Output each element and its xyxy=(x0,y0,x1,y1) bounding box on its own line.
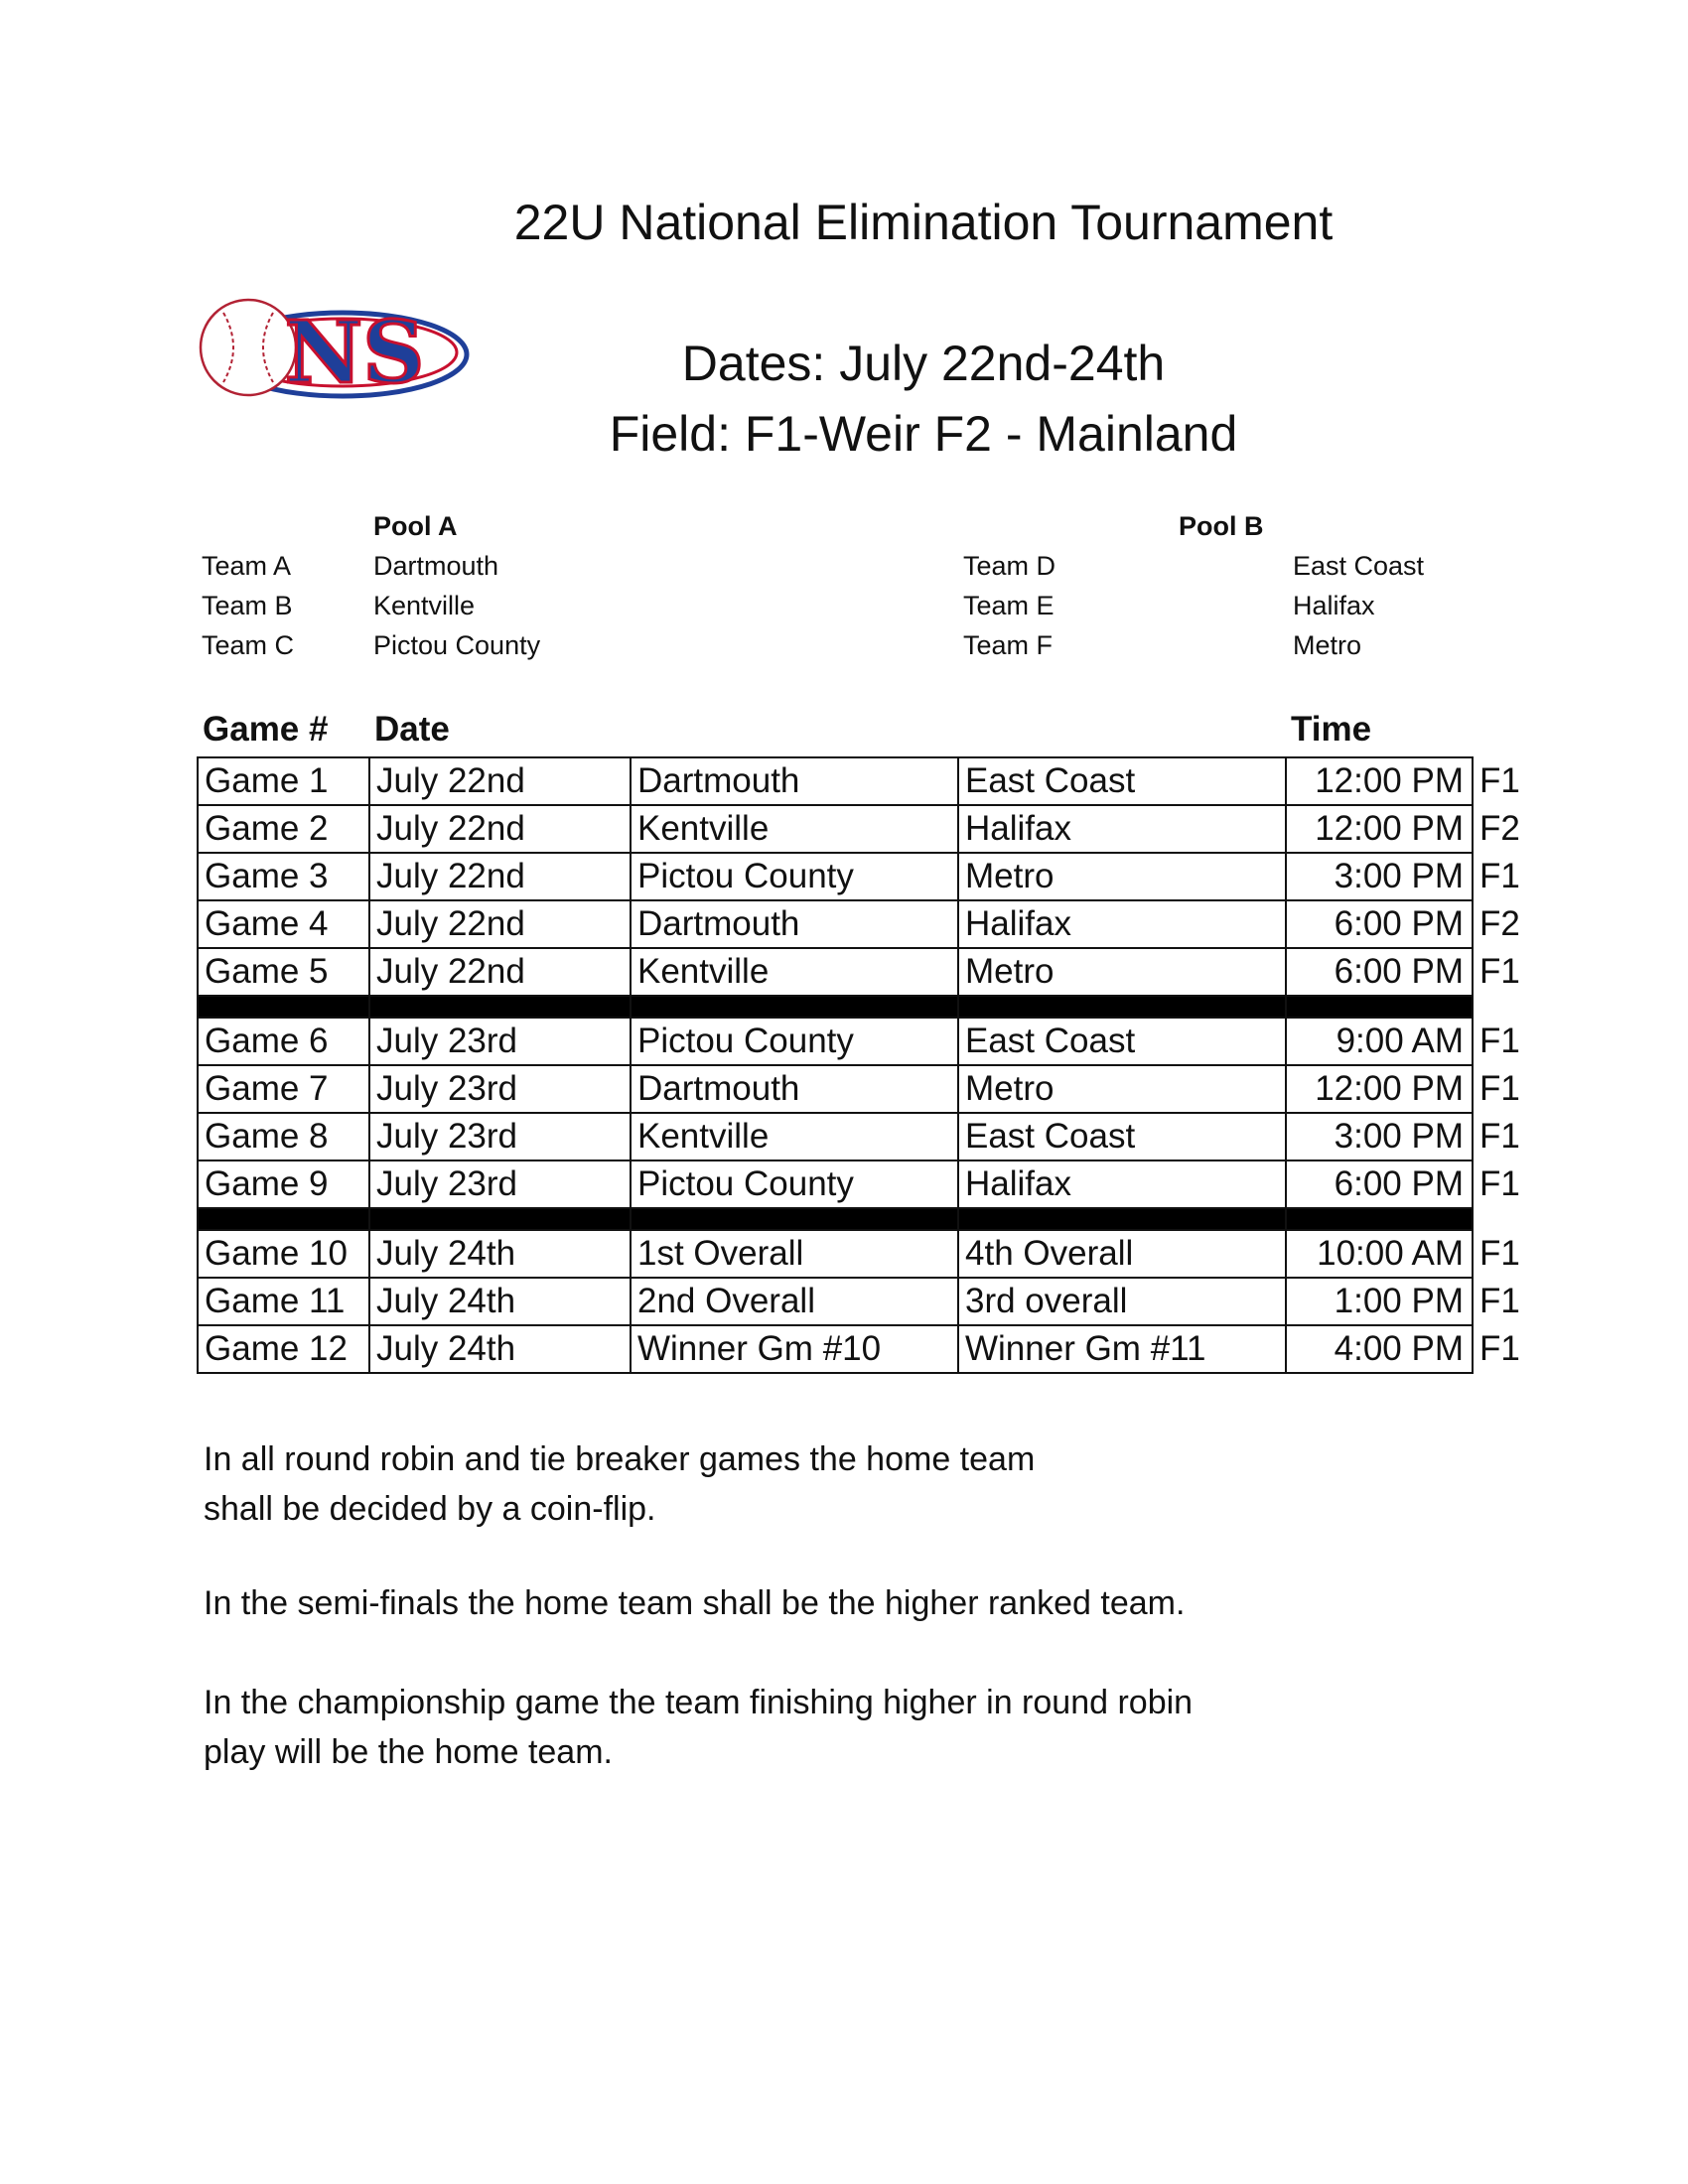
day-separator xyxy=(198,1208,1532,1230)
date-cell: July 23rd xyxy=(369,1018,631,1065)
game-cell: Game 2 xyxy=(198,805,369,853)
date-cell: July 22nd xyxy=(369,948,631,996)
game-cell: Game 4 xyxy=(198,900,369,948)
home-cell: Dartmouth xyxy=(631,757,958,805)
day-separator xyxy=(198,996,1532,1018)
away-cell: Metro xyxy=(958,1065,1286,1113)
table-row xyxy=(198,1230,1532,1278)
field-cell: F1 xyxy=(1473,1160,1532,1208)
table-row xyxy=(198,1325,1532,1373)
table-row xyxy=(198,1018,1532,1065)
time-cell: 6:00 PM xyxy=(1286,900,1473,948)
time-cell: 3:00 PM xyxy=(1286,1113,1473,1160)
away-cell: 4th Overall xyxy=(958,1230,1286,1278)
field-cell: F1 xyxy=(1473,853,1532,900)
home-cell: Winner Gm #10 xyxy=(631,1325,958,1373)
pool-b-name: Halifax xyxy=(1293,591,1375,620)
away-cell: East Coast xyxy=(958,757,1286,805)
pool-b-name: Metro xyxy=(1293,630,1362,660)
field-cell: F1 xyxy=(1473,948,1532,996)
time-cell: 12:00 PM xyxy=(1286,1065,1473,1113)
home-cell: Pictou County xyxy=(631,1018,958,1065)
game-cell: Game 3 xyxy=(198,853,369,900)
field-cell: F1 xyxy=(1473,1278,1532,1325)
game-cell: Game 12 xyxy=(198,1325,369,1373)
date-cell: July 24th xyxy=(369,1278,631,1325)
game-cell: Game 9 xyxy=(198,1160,369,1208)
home-cell: Dartmouth xyxy=(631,1065,958,1113)
note-line: In all round robin and tie breaker games the home team xyxy=(204,1440,1036,1478)
game-cell: Game 11 xyxy=(198,1278,369,1325)
date-cell: July 22nd xyxy=(369,853,631,900)
game-cell: Game 5 xyxy=(198,948,369,996)
field-cell: F1 xyxy=(1473,1113,1532,1160)
game-cell: Game 1 xyxy=(198,757,369,805)
away-cell: 3rd overall xyxy=(958,1278,1286,1325)
header-date: Date xyxy=(374,710,450,749)
field-cell: F1 xyxy=(1473,1018,1532,1065)
table-row xyxy=(198,1065,1532,1113)
header-game: Game # xyxy=(203,710,329,749)
field-cell: F1 xyxy=(1473,1325,1532,1373)
away-cell: Halifax xyxy=(958,1160,1286,1208)
away-cell: East Coast xyxy=(958,1113,1286,1160)
date-cell: July 23rd xyxy=(369,1065,631,1113)
table-row xyxy=(198,853,1532,900)
pool-b-team: Team D xyxy=(963,551,1056,581)
table-row xyxy=(198,1160,1532,1208)
time-cell: 4:00 PM xyxy=(1286,1325,1473,1373)
field-cell: F1 xyxy=(1473,1230,1532,1278)
date-cell: July 23rd xyxy=(369,1160,631,1208)
header-time: Time xyxy=(1291,710,1372,749)
date-cell: July 22nd xyxy=(369,805,631,853)
pool-a-team: Team A xyxy=(202,551,292,581)
time-cell: 12:00 PM xyxy=(1286,757,1473,805)
time-cell: 9:00 AM xyxy=(1286,1018,1473,1065)
time-cell: 12:00 PM xyxy=(1286,805,1473,853)
table-row xyxy=(198,805,1532,853)
pool-b-team: Team F xyxy=(963,630,1054,660)
table-row xyxy=(198,1113,1532,1160)
tournament-fields: Field: F1-Weir F2 - Mainland xyxy=(609,406,1238,462)
logo-text: NS xyxy=(284,303,425,403)
table-row xyxy=(198,948,1532,996)
date-cell: July 24th xyxy=(369,1325,631,1373)
note-championship xyxy=(204,1678,1395,1777)
away-cell: East Coast xyxy=(958,1018,1286,1065)
away-cell: Halifax xyxy=(958,900,1286,948)
note-line: play will be the home team. xyxy=(204,1733,613,1771)
away-cell: Metro xyxy=(958,853,1286,900)
time-cell: 6:00 PM xyxy=(1286,948,1473,996)
game-cell: Game 10 xyxy=(198,1230,369,1278)
home-cell: Pictou County xyxy=(631,853,958,900)
home-cell: Kentville xyxy=(631,805,958,853)
note-line: In the championship game the team finishing higher in round robin xyxy=(204,1684,1194,1721)
date-cell: July 22nd xyxy=(369,757,631,805)
home-cell: Kentville xyxy=(631,948,958,996)
pool-a-name: Pictou County xyxy=(373,630,541,660)
pool-b-label: Pool B xyxy=(1179,511,1264,541)
date-cell: July 24th xyxy=(369,1230,631,1278)
game-cell: Game 7 xyxy=(198,1065,369,1113)
date-cell: July 22nd xyxy=(369,900,631,948)
field-cell: F1 xyxy=(1473,757,1532,805)
time-cell: 3:00 PM xyxy=(1286,853,1473,900)
table-row xyxy=(198,900,1532,948)
away-cell: Metro xyxy=(958,948,1286,996)
game-cell: Game 6 xyxy=(198,1018,369,1065)
home-cell: Dartmouth xyxy=(631,900,958,948)
pool-b-team: Team E xyxy=(963,591,1055,620)
pool-b-name: East Coast xyxy=(1293,551,1425,581)
home-cell: Pictou County xyxy=(631,1160,958,1208)
note-line: In the semi-finals the home team shall be the higher ranked team. xyxy=(204,1584,1186,1622)
table-row xyxy=(198,757,1532,805)
home-cell: 2nd Overall xyxy=(631,1278,958,1325)
pool-a-team: Team B xyxy=(202,591,293,620)
pool-a-label: Pool A xyxy=(373,511,458,541)
game-cell: Game 8 xyxy=(198,1113,369,1160)
field-cell: F1 xyxy=(1473,1065,1532,1113)
note-round-robin xyxy=(204,1434,1395,1534)
field-cell: F2 xyxy=(1473,900,1532,948)
time-cell: 10:00 AM xyxy=(1286,1230,1473,1278)
time-cell: 1:00 PM xyxy=(1286,1278,1473,1325)
home-cell: 1st Overall xyxy=(631,1230,958,1278)
time-cell: 6:00 PM xyxy=(1286,1160,1473,1208)
pool-a-team: Team C xyxy=(202,630,295,660)
home-cell: Kentville xyxy=(631,1113,958,1160)
field-cell: F2 xyxy=(1473,805,1532,853)
date-cell: July 23rd xyxy=(369,1113,631,1160)
table-row xyxy=(198,1278,1532,1325)
tournament-dates: Dates: July 22nd-24th xyxy=(681,336,1166,391)
pool-a-name: Kentville xyxy=(373,591,476,620)
away-cell: Halifax xyxy=(958,805,1286,853)
note-line: shall be decided by a coin-flip. xyxy=(204,1490,656,1528)
pool-a-name: Dartmouth xyxy=(373,551,499,581)
away-cell: Winner Gm #11 xyxy=(958,1325,1286,1373)
page-title: 22U National Elimination Tournament xyxy=(513,195,1334,250)
schedule-table xyxy=(197,756,1532,1374)
note-semi-finals xyxy=(204,1578,1395,1628)
